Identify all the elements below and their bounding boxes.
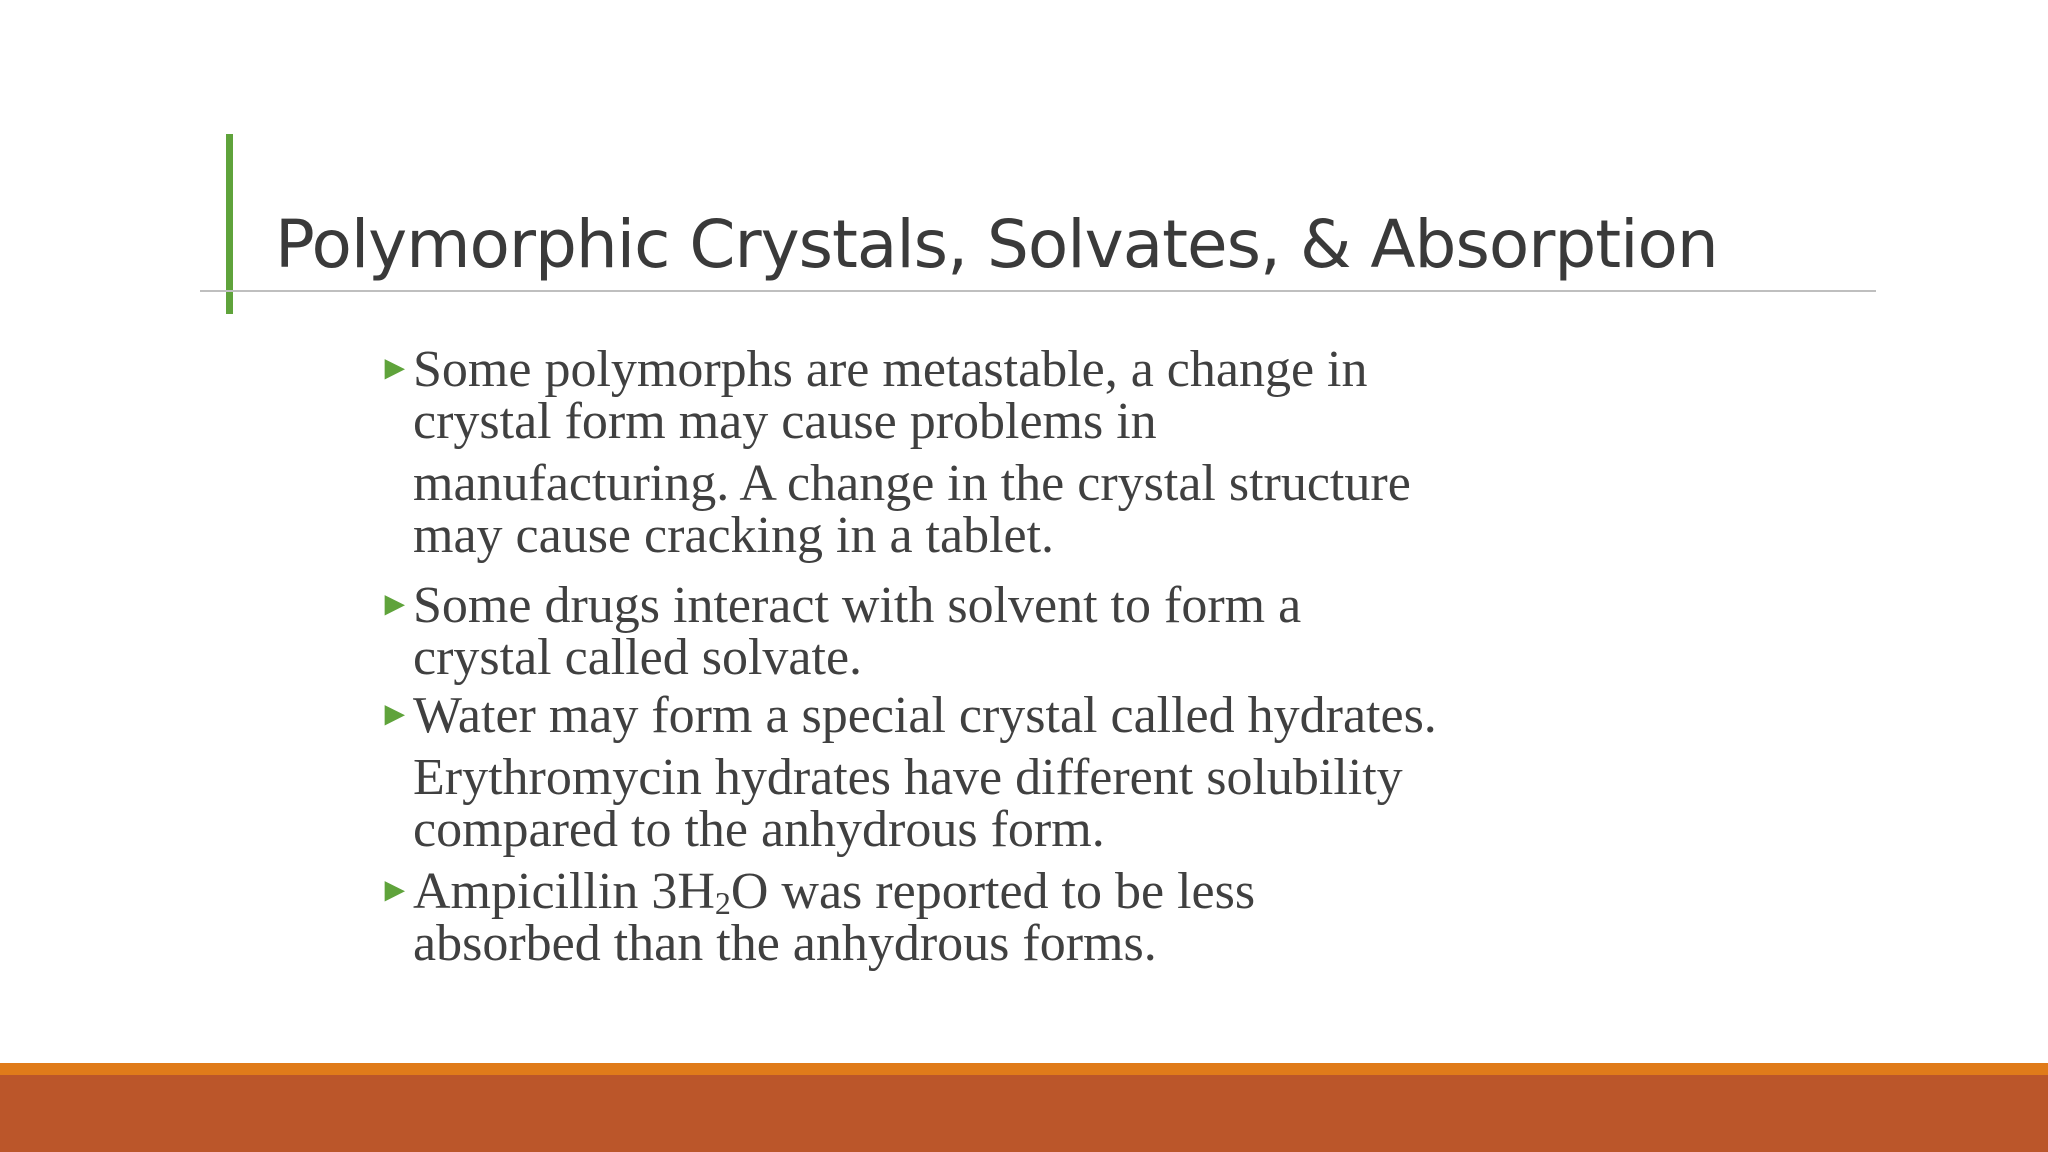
bullet-paragraph-hydrates	[378, 687, 1698, 744]
bullet-arrow-icon: ►	[378, 586, 412, 623]
bullet-paragraph-metastable	[378, 341, 1698, 450]
footer-orange-stripe	[0, 1063, 2048, 1075]
bullet-arrow-icon: ►	[378, 696, 412, 733]
formula-subscript: 2	[714, 885, 731, 921]
body-line: Some polymorphs are metastable, a change in	[413, 341, 1368, 398]
slide-title: Polymorphic Crystals, Solvates, & Absorption	[275, 206, 1718, 283]
paragraph-erythromycin	[378, 749, 1698, 858]
body-line-ampicillin	[413, 863, 1698, 921]
paragraph-crystal-structure	[378, 455, 1698, 564]
slide-body	[378, 341, 1698, 972]
body-line: Erythromycin hydrates have different solubility	[413, 749, 1403, 806]
body-line: absorbed than the anhydrous forms.	[413, 915, 1157, 972]
bullet-paragraph-solvate	[378, 577, 1698, 686]
body-line: manufacturing. A change in the crystal structure	[413, 455, 1411, 512]
body-line: compared to the anhydrous form.	[413, 801, 1105, 858]
footer-rust-band	[0, 1075, 2048, 1152]
body-line: crystal form may cause problems in	[413, 393, 1157, 450]
title-accent-bar	[226, 134, 233, 314]
body-line: Water may form a special crystal called hydrates.	[413, 687, 1437, 744]
title-underline-rule	[200, 290, 1876, 292]
body-line: crystal called solvate.	[413, 629, 863, 686]
body-line: Some drugs interact with solvent to form a	[413, 577, 1302, 634]
body-line: may cause cracking in a tablet.	[413, 507, 1055, 564]
bullet-paragraph-ampicillin	[378, 863, 1698, 972]
bullet-arrow-icon: ►	[378, 872, 412, 909]
ampicillin-formula-prefix: Ampicillin 3H	[413, 863, 715, 920]
bullet-arrow-icon: ►	[378, 350, 412, 387]
ampicillin-formula-suffix: O was reported to be less	[730, 863, 1256, 920]
